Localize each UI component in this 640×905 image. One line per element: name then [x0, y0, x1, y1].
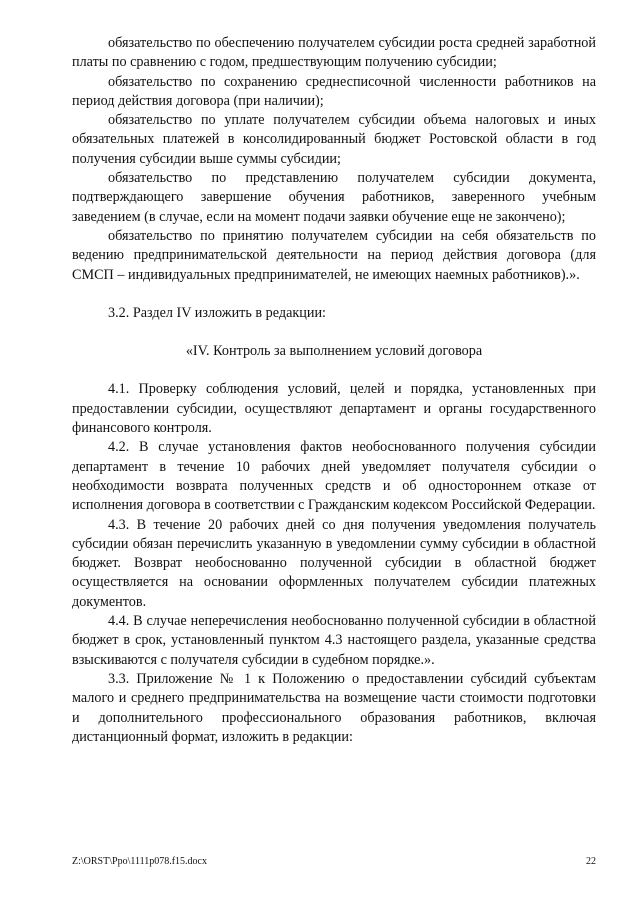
paragraph-4-2: 4.2. В случае установления фактов необоснованного получения субсидии департамент в течение 10 рабочих дней уведомляет получателя субсидии о необходимости возврата полученных средств и об одностороннем отказе от исполнения договора в соответствии с Гражданским кодексом Российской Федерации.: [72, 439, 596, 514]
paragraph-3-3: 3.3. Приложение № 1 к Положению о предоставлении субсидий субъектам малого и среднего предпринимательства на возмещение части стоимости подготовки и дополнительного профессионального образования работников, включая дистанционный формат, изложить в редакции:: [72, 670, 596, 745]
paragraph-obligation-taxes: обязательство по уплате получателем субсидии объема налоговых и иных обязательных платежей в консолидированный бюджет Ростовской области в год получения субсидии выше суммы субсидии;: [72, 112, 596, 167]
paragraph-obligation-headcount: обязательство по сохранению среднесписочной численности работников на период действия договора (при наличии);: [72, 73, 596, 109]
footer-page-number: 22: [586, 856, 596, 867]
paragraph-section-3-2: 3.2. Раздел IV изложить в редакции:: [108, 304, 326, 321]
document-page: [72, 34, 596, 747]
section-heading-iv: «IV. Контроль за выполнением условий договора: [185, 343, 483, 360]
paragraph-4-4: 4.4. В случае неперечисления необоснованно полученной субсидии в областной бюджет в срок, установленный пунктом 4.3 настоящего раздела, указанные средства взыскиваются с получателя субсидии в судебном порядке.».: [72, 613, 596, 668]
paragraph-obligation-salary: обязательство по обеспечению получателем субсидии роста средней заработной платы по сравнению с годом, предшествующим получению субсидии;: [72, 35, 596, 71]
page-footer: [72, 856, 596, 867]
paragraph-obligation-business: обязательство по принятию получателем субсидии на себя обязательств по ведению предпринимательской деятельности на период действия договора (для СМСП – индивидуальных предпринимателей, не имеющих наемных работников).».: [72, 227, 596, 283]
footer-file-path: Z:\ORST\Ppo\1111p078.f15.docx: [72, 856, 207, 867]
paragraph-obligation-training-document: обязательство по представлению получателем субсидии документа, подтверждающего завершение обучения работников, заверенного учебным заведением (в случае, если на момент подачи заявки обучение еще не закончено);: [72, 170, 596, 225]
paragraph-4-1: 4.1. Проверку соблюдения условий, целей и порядка, установленных при предоставлении субсидии, осуществляют департамент и органы государственного финансового контроля.: [72, 381, 596, 437]
paragraph-4-3: 4.3. В течение 20 рабочих дней со дня получения уведомления получатель субсидии обязан перечислить указанную в уведомлении сумму субсидии в областной бюджет. Возврат необоснованно полученной субсидии в областной бюджет осуществляется на основании оформленных получателем субсидии платежных документов.: [72, 516, 596, 610]
